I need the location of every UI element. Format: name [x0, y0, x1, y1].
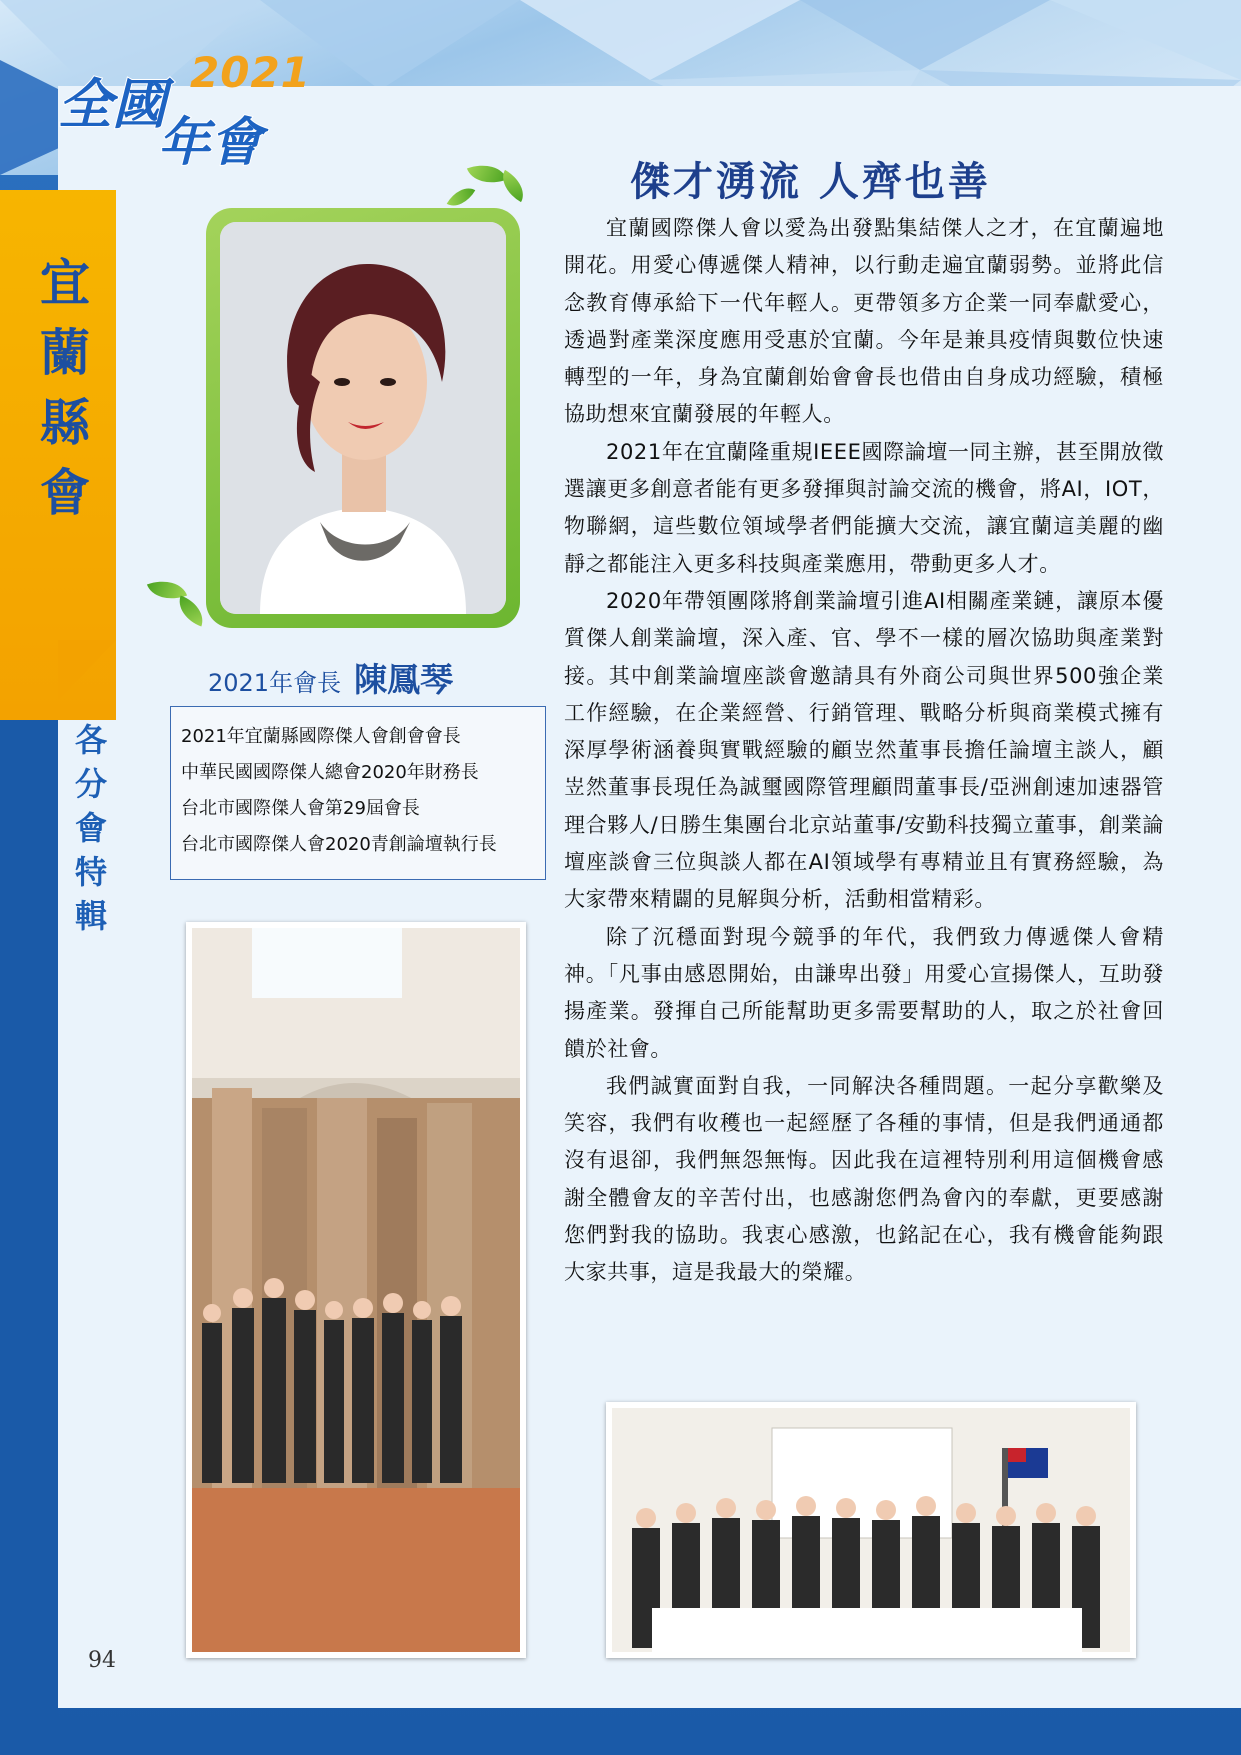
branch-feature-label [66, 718, 116, 938]
county-char: 宜 [40, 253, 90, 312]
portrait-illustration [220, 222, 506, 614]
county-char: 縣 [40, 393, 90, 452]
title-line: 2021年宜蘭縣國際傑人會創會會長 [181, 726, 461, 747]
logo-year: 2021 [190, 48, 311, 97]
portrait-frame [206, 208, 520, 628]
page-number: 94 [88, 1648, 116, 1673]
branch-char: 各 [74, 721, 107, 759]
caption-role: 2021年會長 [208, 669, 342, 697]
event-logo [50, 48, 311, 173]
title-line: 中華民國國際傑人總會2020年財務長 [181, 762, 479, 783]
meeting-photo-illustration [612, 1408, 1130, 1652]
article-paragraph: 除了沉穩面對現今競爭的年代，我們致力傳遞傑人會精神。「凡事由感恩開始，由謙卑出發」用愛心宣揚傑人，互助發揚產業。發揮自己所能幫助更多需要幫助的人，取之於社會回饋於社會。 [564, 924, 1164, 1061]
portrait-photo [220, 222, 506, 614]
county-char: 會 [40, 463, 90, 522]
sidebar-blue-band [0, 720, 58, 1755]
article-title: 傑才湧流 人齊也善 [630, 158, 991, 205]
branch-char: 會 [74, 809, 107, 847]
logo-line1: 全國 [58, 73, 166, 136]
branch-char: 分 [74, 765, 107, 803]
president-caption [208, 654, 508, 701]
branch-char: 特 [74, 853, 107, 891]
article-paragraph: 2021年在宜蘭隆重規IEEE國際論壇一同主辦，甚至開放徵選讓更多創意者能有更多發揮與討論交流的機會，將AI，IOT，物聯網，這些數位領域學者們能擴大交流，讓宜蘭這美麗的幽靜之都能注入更多科技與產業應用，帶動更多人才。 [564, 439, 1164, 576]
article-paragraph: 宜蘭國際傑人會以愛為出發點集結傑人之才，在宜蘭遍地開花。用愛心傳遞傑人精神，以行動走遍宜蘭弱勢。並將此信念教育傳承給下一代年輕人。更帶領多方企業一同奉獻愛心，透過對產業深度應用受惠於宜蘭。今年是兼具疫情與數位快速轉型的一年，身為宜蘭創始會會長也借由自身成功經驗，積極協助想來宜蘭發展的年輕人。 [564, 216, 1164, 427]
group-photo-meeting [606, 1402, 1136, 1658]
title-line: 台北市國際傑人會第29屆會長 [181, 798, 420, 819]
title-line: 台北市國際傑人會2020青創論壇執行長 [181, 834, 497, 855]
titles-box [170, 706, 546, 880]
hall-photo-illustration [192, 928, 520, 1652]
sidebar-yellow-tip [58, 640, 116, 700]
logo-line2: 年會 [158, 113, 263, 173]
article-paragraph: 2020年帶領團隊將創業論壇引進AI相關產業鏈，讓原本優質傑人創業論壇，深入產、官、學不一樣的層次協助與產業對接。其中創業論壇座談會邀請具有外商公司與世界500強企業工作經驗，在企業經營、行銷管理、戰略分析與商業模式擁有深厚學術涵養與實戰經驗的顧岦然董事長擔任論壇主談人，顧岦然董事長現任為誠璽國際管理顧問董事長/亞洲創速加速器管理合夥人/日勝生集團台北京站董事/安勤科技獨立董事，創業論壇座談會三位與談人都在AI領域學有專精並且有實務經驗，為大家帶來精闢的見解與分析，活動相當精彩。 [564, 588, 1164, 912]
article-paragraph: 我們誠實面對自我，一同解決各種問題。一起分享歡樂及笑容，我們有收穫也一起經歷了各種的事情，但是我們通通都沒有退卻，我們無怨無悔。因此我在這裡特別利用這個機會感謝全體會友的辛苦付出，也感謝您們為會內的奉獻，更要感謝您們對我的協助。我衷心感激，也銘記在心，我有機會能夠跟大家共事，這是我最大的榮耀。 [564, 1073, 1164, 1285]
group-photo-hall [186, 922, 526, 1658]
branch-char: 輯 [74, 897, 107, 935]
article-body [564, 210, 1164, 1292]
county-label [30, 248, 100, 528]
county-char: 蘭 [40, 323, 90, 382]
caption-name: 陳鳳琴 [354, 660, 454, 699]
